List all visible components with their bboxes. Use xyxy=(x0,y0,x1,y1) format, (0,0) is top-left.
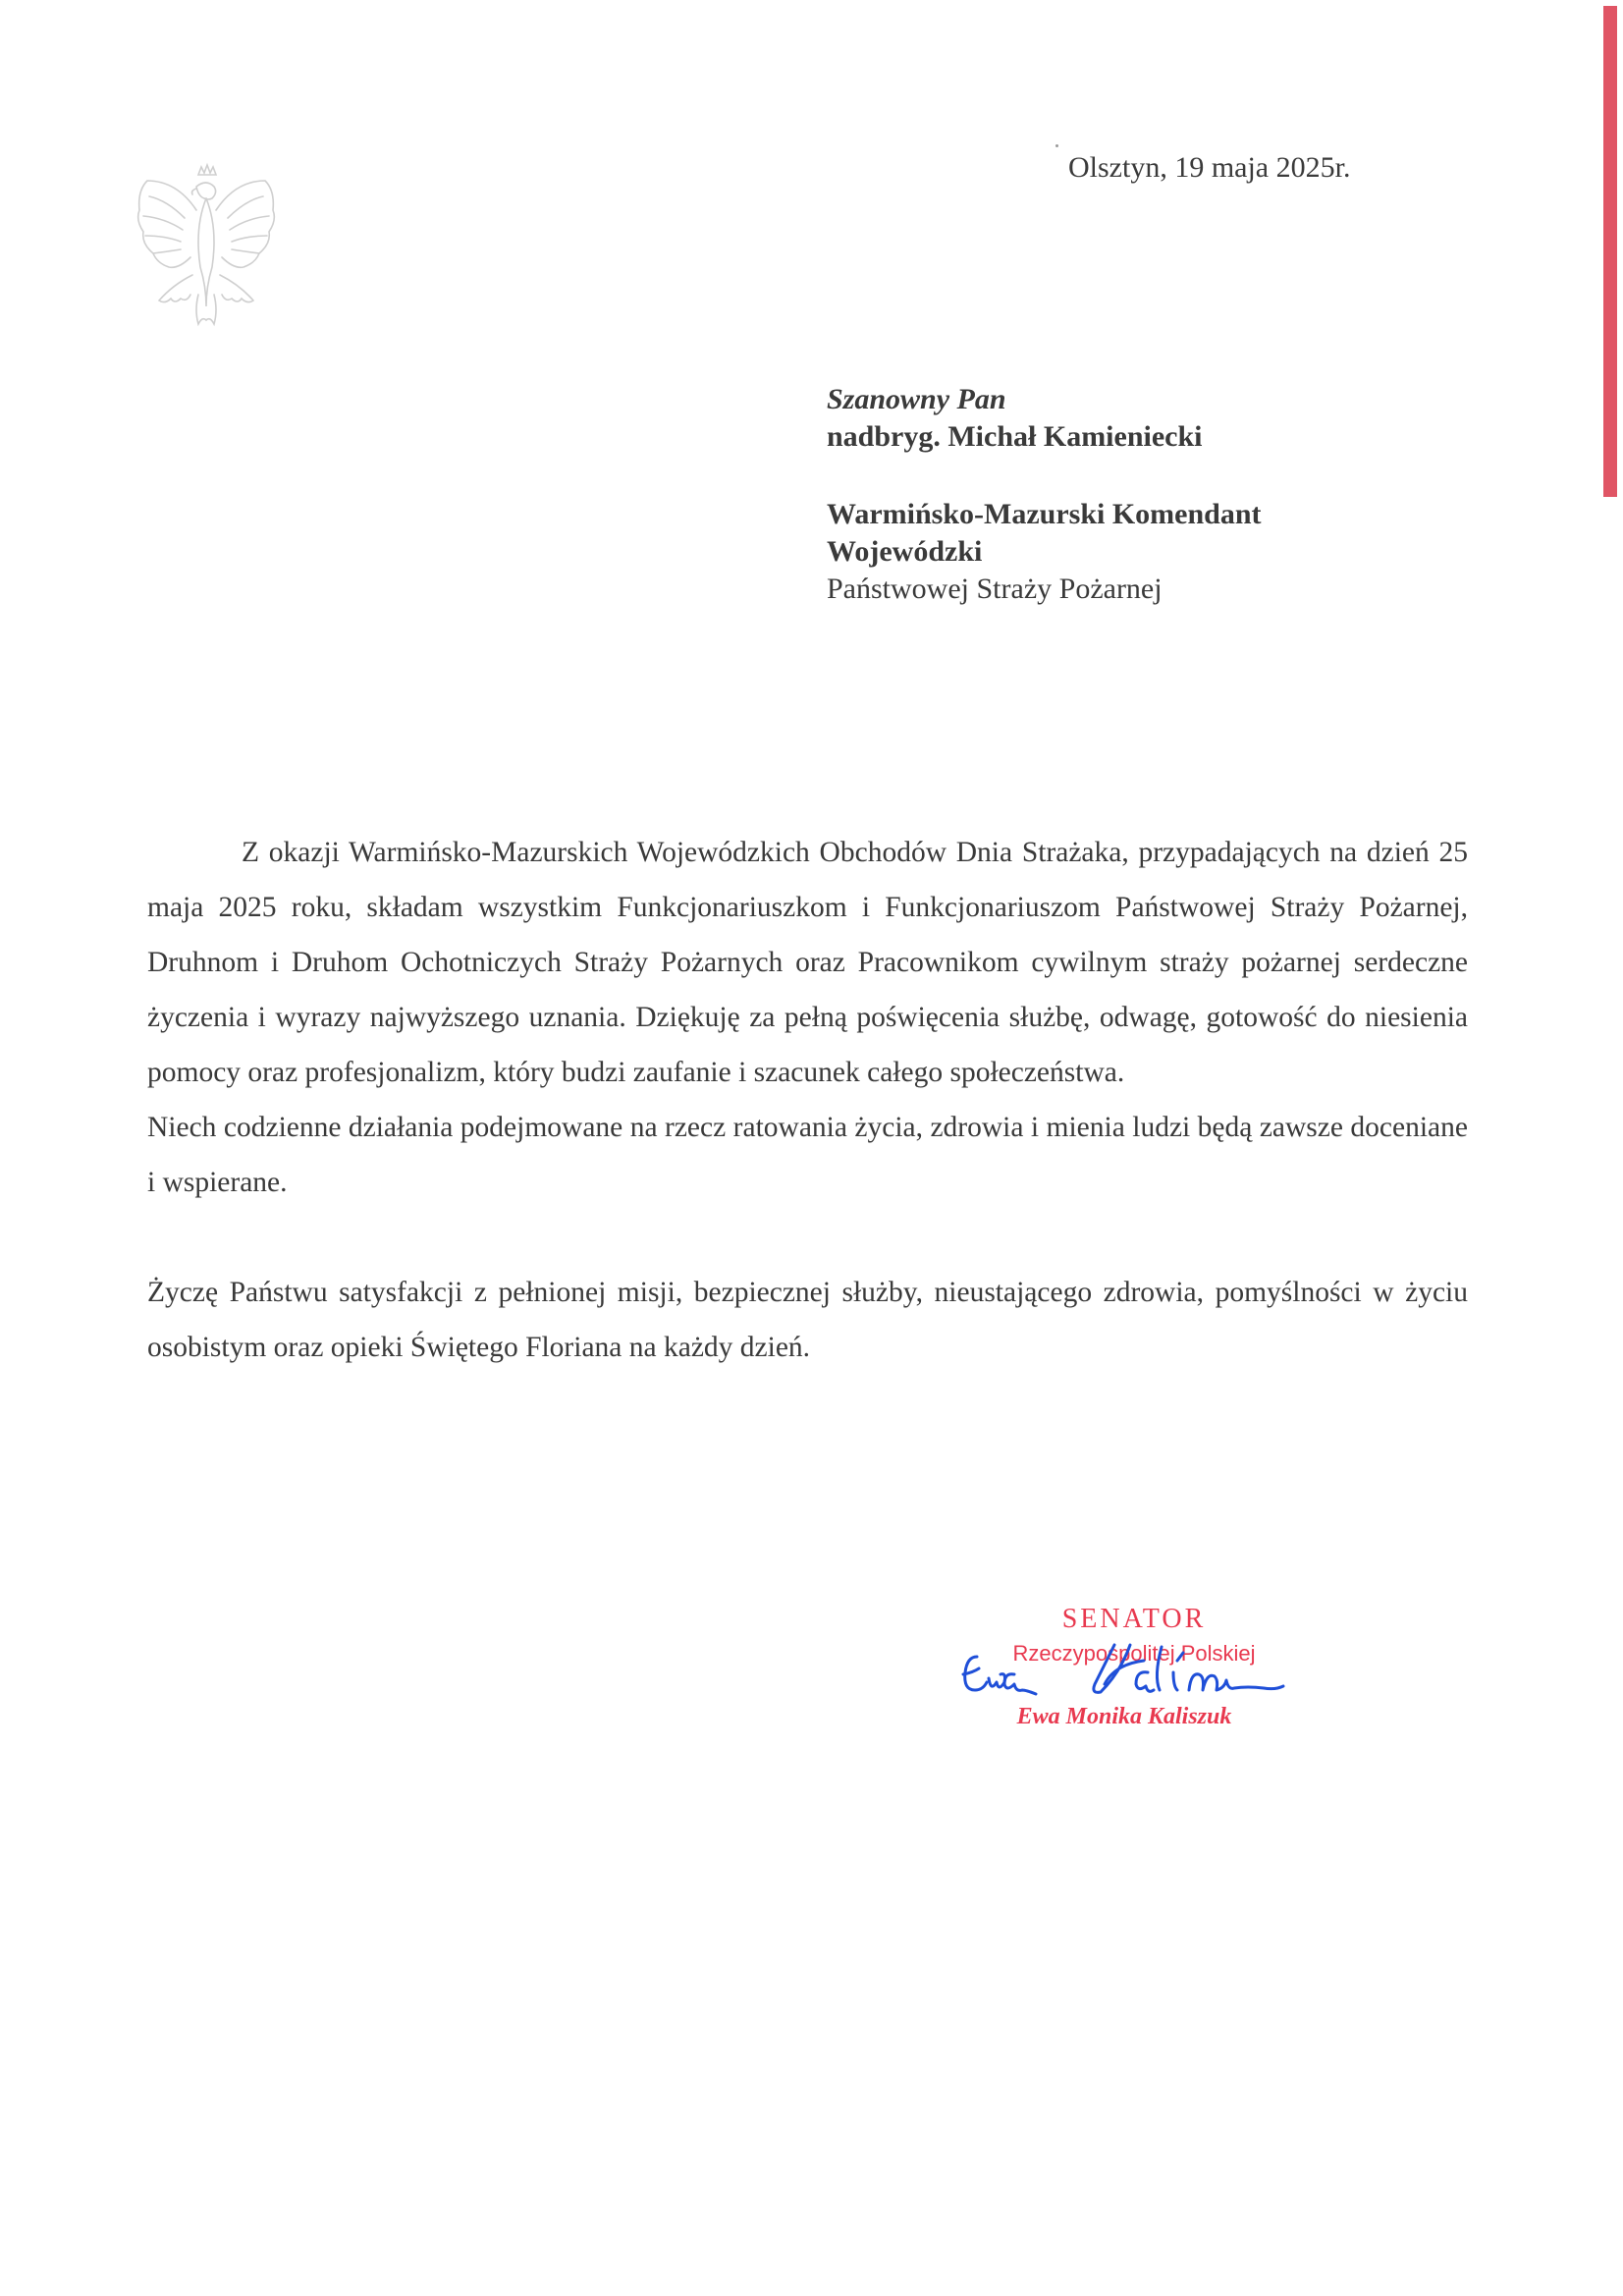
addressee-salutation: Szanowny Pan xyxy=(827,383,1006,415)
polish-eagle-emblem xyxy=(128,147,285,344)
body-paragraph-3: Życzę Państwu satysfakcji z pełnionej misji, bezpiecznej służby, nieustającego zdrowia, pomyślności w życiu osobistym oraz opieki Świętego Floriana na każdy dzień. xyxy=(147,1277,1468,1363)
addressee-title-line1: Warmińsko-Mazurski Komendant xyxy=(827,498,1262,530)
addressee-title-line3: Państwowej Straży Pożarnej xyxy=(827,573,1163,605)
body-paragraph-1: Z okazji Warmińsko-Mazurskich Wojewódzkich Obchodów Dnia Strażaka, przypadających na dzień 25 maja 2025 roku, składam wszystkim Funkcjonariuszkom i Funkcjonariuszom Państwowej Straży Pożarnej, Druhnom i Druhom Ochotniczych Straży Pożarnych oraz Pracownikom cywilnym straży pożarnej serdeczne życzenia i wyrazy najwyższego uznania. Dziękuję za pełną poświęcenia służbę, odwagę, gotowość do niesienia pomocy oraz profesjonalizm, który budzi zaufanie i szacunek całego społeczeństwa. xyxy=(147,837,1468,1088)
senator-stamp xyxy=(938,1596,1330,1743)
stamp-line3: Ewa Monika Kaliszuk xyxy=(1016,1704,1232,1729)
letter-body xyxy=(147,825,1468,1375)
scan-speck xyxy=(1055,144,1058,147)
stamp-line2: Rzeczypospolitej Polskiej xyxy=(1012,1641,1256,1666)
place-date: Olsztyn, 19 maja 2025r. xyxy=(1068,151,1351,184)
body-paragraph-2: Niech codzienne działania podejmowane na rzecz ratowania życia, zdrowia i mienia ludzi będą zawsze doceniane i wspierane. xyxy=(147,1112,1468,1198)
eagle-crown xyxy=(198,165,216,175)
stamp-line1: SENATOR xyxy=(1061,1604,1207,1634)
addressee-title-line2: Wojewódzki xyxy=(827,535,983,568)
red-margin-bar xyxy=(1603,6,1617,497)
paragraph-spacer xyxy=(147,1210,1468,1265)
addressee-name: nadbryg. Michał Kamieniecki xyxy=(827,420,1203,453)
